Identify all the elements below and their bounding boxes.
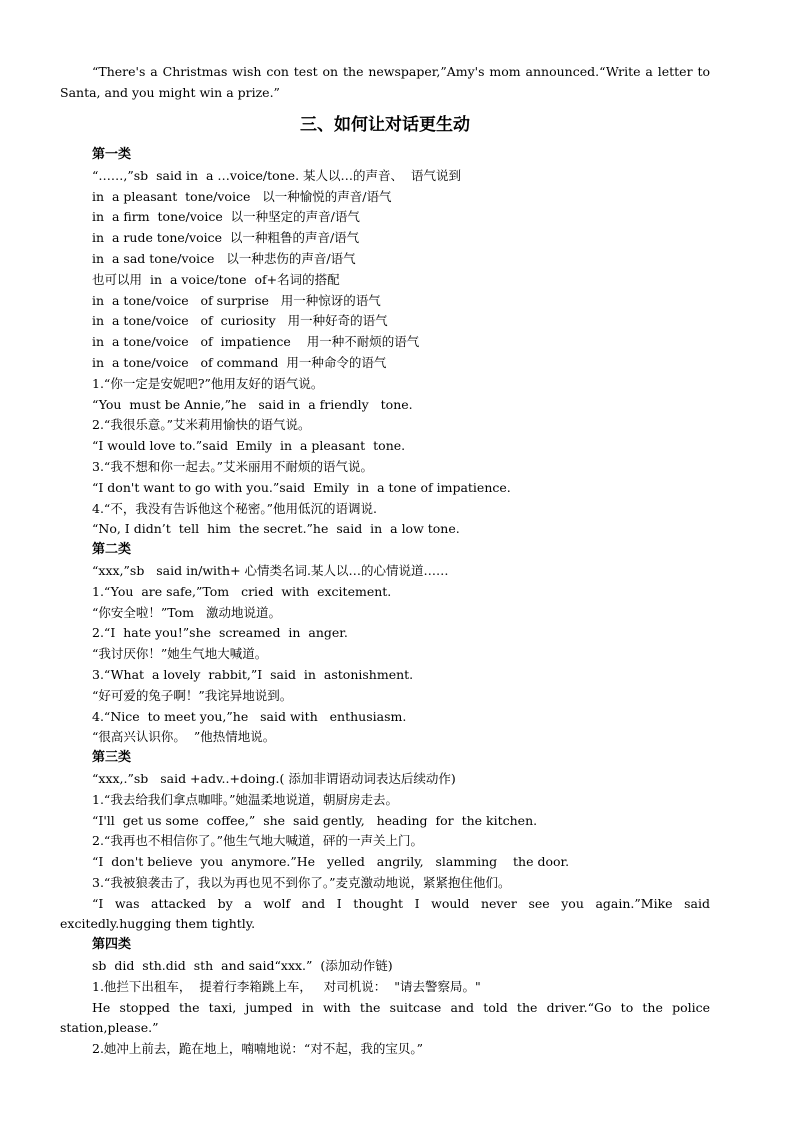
text-line: in a rude tone/voice 以一种粗鲁的声音/语气 <box>92 230 360 246</box>
text-line: “很高兴认识你。 ”他热情地说。 <box>92 729 276 745</box>
text-line: “……,”sb said in a …voice/tone. 某人以…的声音、 语气说到 <box>92 167 461 183</box>
text-line: 1.他拦下出租车， 提着行李箱跳上车， 对司机说： "请去警察局。" <box>92 978 481 994</box>
text-line: sb did sth.did sth and said“xxx.” (添加动作链) <box>92 958 393 974</box>
category-4-heading: 第四类 <box>92 937 132 953</box>
text-line: in a firm tone/voice 以一种坚定的声音/语气 <box>92 209 360 225</box>
text-line: 2.她冲上前去，跪在地上，喃喃地说：“对不起，我的宝贝。” <box>92 1041 423 1057</box>
text-line: 2.“I hate you!”she screamed in anger. <box>92 625 348 641</box>
wrapped-paragraph: He stopped the taxi, jumped in with the suitcase and told the driver.“Go to the police station,please.” <box>60 999 710 1036</box>
text-line: 3.“我被狼袭击了，我以为再也见不到你了。”麦克激动地说，紧紧抱住他们。 <box>92 874 511 890</box>
text-line: “No, I didn’t tell him the secret.”he said in a low tone. <box>92 521 460 537</box>
text-line: 4.“不，我没有告诉他这个秘密。”他用低沉的语调说. <box>92 500 377 516</box>
text-line: “I don't believe you anymore.”He yelled angrily, slamming the door. <box>92 854 570 870</box>
text-line: in a pleasant tone/voice 以一种愉悦的声音/语气 <box>92 188 392 204</box>
text-line: in a tone/voice of surprise 用一种惊讶的语气 <box>92 292 381 308</box>
text-line: “You must be Annie,”he said in a friendly tone. <box>92 396 413 412</box>
text-line: in a sad tone/voice 以一种悲伤的声音/语气 <box>92 250 356 266</box>
text-line: 1.“你一定是安妮吧?”他用友好的语气说。 <box>92 375 324 391</box>
text-line: 1.“You are safe,”Tom cried with excitement. <box>92 583 392 599</box>
category-2-heading: 第二类 <box>92 542 132 558</box>
text-line: “I'll get us some coffee,” she said gently, heading for the kitchen. <box>92 812 538 828</box>
text-line: 2.“我再也不相信你了。”他生气地大喊道，砰的一声关上门。 <box>92 833 423 849</box>
text-line: 3.“我不想和你一起去。”艾米丽用不耐烦的语气说。 <box>92 458 373 474</box>
text-line: “I don't want to go with you.”said Emily in a tone of impatience. <box>92 479 511 495</box>
text-line: “好可爱的兔子啊！”我诧异地说到。 <box>92 687 293 703</box>
text-line: “我讨厌你！”她生气地大喊道。 <box>92 646 268 662</box>
text-line: “xxx,.”sb said +adv..+doing.( 添加非谓语动词表达后续动作) <box>92 770 456 786</box>
text-line: 也可以用 in a voice/tone of+名词的搭配 <box>92 271 340 287</box>
text-line: 4.“Nice to meet you,”he said with enthusiasm. <box>92 708 407 724</box>
text-line: “你安全啦！”Tom 激动地说道。 <box>92 604 281 620</box>
intro-paragraph: “There's a Christmas wish con test on the newspaper,”Amy's mom announced.“Write a letter to Santa, and you might win a prize.” <box>60 64 710 100</box>
text-line: in a tone/voice of impatience 用一种不耐烦的语气 <box>92 334 420 350</box>
text-line: in a tone/voice of curiosity 用一种好奇的语气 <box>92 313 388 329</box>
text-line: in a tone/voice of command 用一种命令的语气 <box>92 354 387 370</box>
text-line: “I would love to.”said Emily in a pleasant tone. <box>92 438 406 454</box>
text-line: “xxx,”sb said in/with+ 心情类名词.某人以…的心情说道…… <box>92 562 449 578</box>
text-line: 3.“What a lovely rabbit,”I said in astonishment. <box>92 666 414 682</box>
text-line: 2.“我很乐意。”艾米莉用愉快的语气说。 <box>92 417 311 433</box>
category-3-heading: 第三类 <box>92 750 132 766</box>
section-title: 三、如何让对话更生动 <box>300 115 470 135</box>
wrapped-paragraph: “I was attacked by a wolf and I thought I would never see you again.”Mike said excitedly.hugging them tightly. <box>60 895 710 932</box>
document-body <box>60 62 710 1060</box>
text-line: 1.“我去给我们拿点咖啡。”她温柔地说道，朝厨房走去。 <box>92 791 398 807</box>
category-1-heading: 第一类 <box>92 147 132 162</box>
